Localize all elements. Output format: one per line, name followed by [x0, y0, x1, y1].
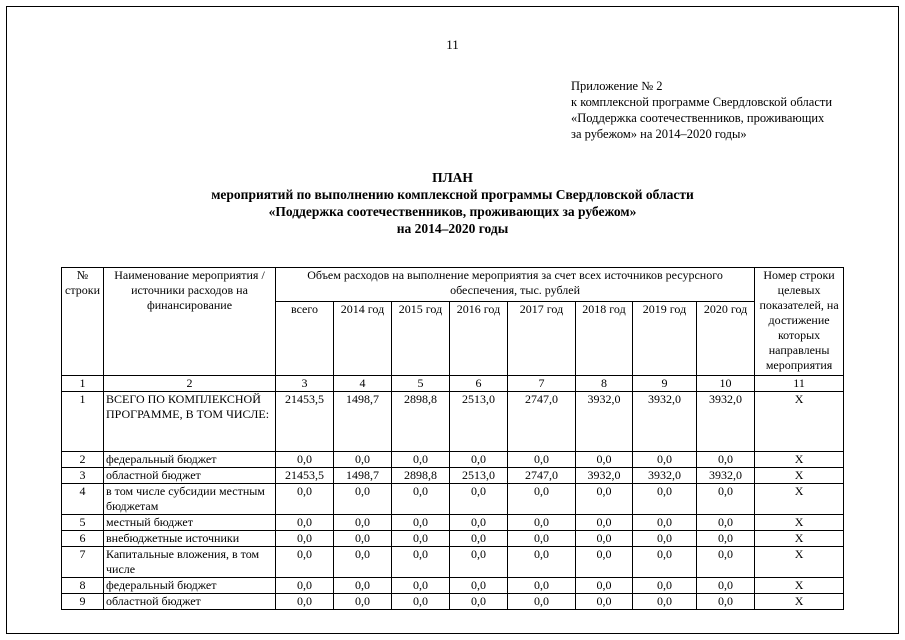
amount-cell: 0,0: [576, 531, 633, 547]
amount-cell: 0,0: [697, 578, 755, 594]
row-number-cell: 6: [62, 531, 104, 547]
row-number-cell: 7: [62, 547, 104, 578]
amount-cell: 0,0: [633, 547, 697, 578]
amount-cell: 0,0: [697, 515, 755, 531]
item-name-cell: в том числе субсидии местным бюджетам: [104, 484, 276, 515]
appendix-line: Приложение № 2: [571, 79, 663, 93]
column-number: 8: [576, 376, 633, 392]
amount-cell: 0,0: [633, 531, 697, 547]
amount-cell: 0,0: [508, 594, 576, 610]
table-row: [62, 531, 844, 547]
amount-cell: 0,0: [576, 515, 633, 531]
table-row: [62, 392, 844, 452]
item-name-cell: внебюджетные источники: [104, 531, 276, 547]
amount-cell: 0,0: [633, 578, 697, 594]
amount-cell: 0,0: [276, 515, 334, 531]
page-number: 11: [446, 37, 459, 52]
item-name-cell: ВСЕГО ПО КОМПЛЕКСНОЙ ПРОГРАММЕ, В ТОМ ЧИСЛЕ:: [104, 392, 276, 452]
column-number: 1: [62, 376, 104, 392]
amount-cell: 0,0: [334, 578, 392, 594]
target-cell: Х: [755, 468, 844, 484]
column-number: 2: [104, 376, 276, 392]
target-cell: Х: [755, 594, 844, 610]
header-year: 2017 год: [508, 302, 576, 376]
amount-cell: 0,0: [392, 452, 450, 468]
header-target: Номер строки целевых показателей, на достижение которых направлены мероприятия: [755, 268, 844, 376]
amount-cell: 0,0: [508, 547, 576, 578]
item-name-cell: федеральный бюджет: [104, 578, 276, 594]
item-name-cell: областной бюджет: [104, 594, 276, 610]
target-cell: Х: [755, 392, 844, 452]
header-year: 2020 год: [697, 302, 755, 376]
target-cell: Х: [755, 452, 844, 468]
amount-cell: 0,0: [576, 578, 633, 594]
amount-cell: 0,0: [392, 547, 450, 578]
row-number-cell: 1: [62, 392, 104, 452]
amount-cell: 0,0: [508, 531, 576, 547]
amount-cell: 3932,0: [633, 392, 697, 452]
amount-cell: 0,0: [508, 515, 576, 531]
target-cell: Х: [755, 484, 844, 515]
appendix-line: к комплексной программе Свердловской области: [571, 95, 833, 109]
amount-cell: 2898,8: [392, 392, 450, 452]
amount-cell: 0,0: [697, 531, 755, 547]
appendix-note: [571, 78, 871, 142]
column-number: 7: [508, 376, 576, 392]
plan-table: [61, 267, 844, 610]
amount-cell: 0,0: [276, 484, 334, 515]
target-cell: Х: [755, 531, 844, 547]
amount-cell: 0,0: [334, 484, 392, 515]
amount-cell: 0,0: [334, 452, 392, 468]
row-number-cell: 5: [62, 515, 104, 531]
amount-cell: 0,0: [697, 484, 755, 515]
amount-cell: 0,0: [450, 515, 508, 531]
amount-cell: 0,0: [334, 531, 392, 547]
amount-cell: 0,0: [276, 547, 334, 578]
plan-table-body: [62, 392, 844, 610]
amount-cell: 0,0: [392, 484, 450, 515]
header-volume: Объем расходов на выполнение мероприятия за счет всех источников ресурсного обеспечения, тыс. рублей: [276, 268, 755, 302]
amount-cell: 0,0: [576, 452, 633, 468]
column-number: 11: [755, 376, 844, 392]
column-number: 10: [697, 376, 755, 392]
item-name-cell: федеральный бюджет: [104, 452, 276, 468]
column-number: 6: [450, 376, 508, 392]
amount-cell: 0,0: [697, 594, 755, 610]
row-number-cell: 4: [62, 484, 104, 515]
table-row: [62, 484, 844, 515]
amount-cell: 0,0: [633, 515, 697, 531]
amount-cell: 0,0: [576, 484, 633, 515]
header-year: 2019 год: [633, 302, 697, 376]
amount-cell: 2513,0: [450, 392, 508, 452]
row-number-cell: 2: [62, 452, 104, 468]
amount-cell: 21453,5: [276, 392, 334, 452]
table-row: [62, 515, 844, 531]
amount-cell: 0,0: [633, 452, 697, 468]
header-total: всего: [276, 302, 334, 376]
amount-cell: 0,0: [334, 594, 392, 610]
title-line: мероприятий по выполнению комплексной программы Свердловской области: [211, 187, 694, 202]
table-row: [62, 547, 844, 578]
amount-cell: 2747,0: [508, 392, 576, 452]
amount-cell: 21453,5: [276, 468, 334, 484]
amount-cell: 0,0: [276, 578, 334, 594]
amount-cell: 0,0: [392, 578, 450, 594]
column-number: 3: [276, 376, 334, 392]
amount-cell: 0,0: [576, 547, 633, 578]
header-name: Наименование мероприятия / источники расходов на финансирование: [104, 268, 276, 376]
amount-cell: 3932,0: [576, 392, 633, 452]
header-row-number: № строки: [62, 268, 104, 376]
column-number: 5: [392, 376, 450, 392]
amount-cell: 0,0: [450, 547, 508, 578]
amount-cell: 0,0: [508, 484, 576, 515]
item-name-cell: местный бюджет: [104, 515, 276, 531]
title-line: ПЛАН: [432, 170, 473, 185]
amount-cell: 1498,7: [334, 468, 392, 484]
amount-cell: 0,0: [450, 484, 508, 515]
target-cell: Х: [755, 515, 844, 531]
table-row: [62, 468, 844, 484]
amount-cell: 0,0: [276, 531, 334, 547]
appendix-line: «Поддержка соотечественников, проживающих: [571, 111, 825, 125]
table-row: [62, 594, 844, 610]
header-year: 2016 год: [450, 302, 508, 376]
item-name-cell: областной бюджет: [104, 468, 276, 484]
row-number-cell: 9: [62, 594, 104, 610]
amount-cell: 0,0: [633, 484, 697, 515]
amount-cell: 0,0: [450, 531, 508, 547]
amount-cell: 3932,0: [697, 392, 755, 452]
amount-cell: 0,0: [276, 452, 334, 468]
amount-cell: 0,0: [450, 452, 508, 468]
amount-cell: 2747,0: [508, 468, 576, 484]
item-name-cell: Капитальные вложения, в том числе: [104, 547, 276, 578]
table-row: [62, 452, 844, 468]
title-line: «Поддержка соотечественников, проживающих за рубежом»: [268, 204, 637, 219]
amount-cell: 3932,0: [633, 468, 697, 484]
column-number-row: [62, 376, 844, 392]
amount-cell: 0,0: [508, 452, 576, 468]
amount-cell: 3932,0: [576, 468, 633, 484]
amount-cell: 0,0: [392, 515, 450, 531]
title-line: на 2014–2020 годы: [396, 221, 509, 236]
appendix-line: за рубежом» на 2014–2020 годы»: [571, 127, 747, 141]
amount-cell: 2898,8: [392, 468, 450, 484]
amount-cell: 3932,0: [697, 468, 755, 484]
amount-cell: 0,0: [508, 578, 576, 594]
header-year: 2014 год: [334, 302, 392, 376]
row-number-cell: 3: [62, 468, 104, 484]
amount-cell: 0,0: [334, 547, 392, 578]
column-number: 4: [334, 376, 392, 392]
amount-cell: 0,0: [334, 515, 392, 531]
header-year: 2018 год: [576, 302, 633, 376]
amount-cell: 0,0: [276, 594, 334, 610]
header-year: 2015 год: [392, 302, 450, 376]
document-title: [0, 169, 905, 237]
amount-cell: 1498,7: [334, 392, 392, 452]
row-number-cell: 8: [62, 578, 104, 594]
amount-cell: 0,0: [392, 594, 450, 610]
amount-cell: 0,0: [450, 594, 508, 610]
target-cell: Х: [755, 578, 844, 594]
amount-cell: 0,0: [697, 452, 755, 468]
amount-cell: 0,0: [450, 578, 508, 594]
table-row: [62, 578, 844, 594]
amount-cell: 0,0: [392, 531, 450, 547]
amount-cell: 0,0: [697, 547, 755, 578]
amount-cell: 2513,0: [450, 468, 508, 484]
amount-cell: 0,0: [576, 594, 633, 610]
column-number: 9: [633, 376, 697, 392]
target-cell: Х: [755, 547, 844, 578]
amount-cell: 0,0: [633, 594, 697, 610]
